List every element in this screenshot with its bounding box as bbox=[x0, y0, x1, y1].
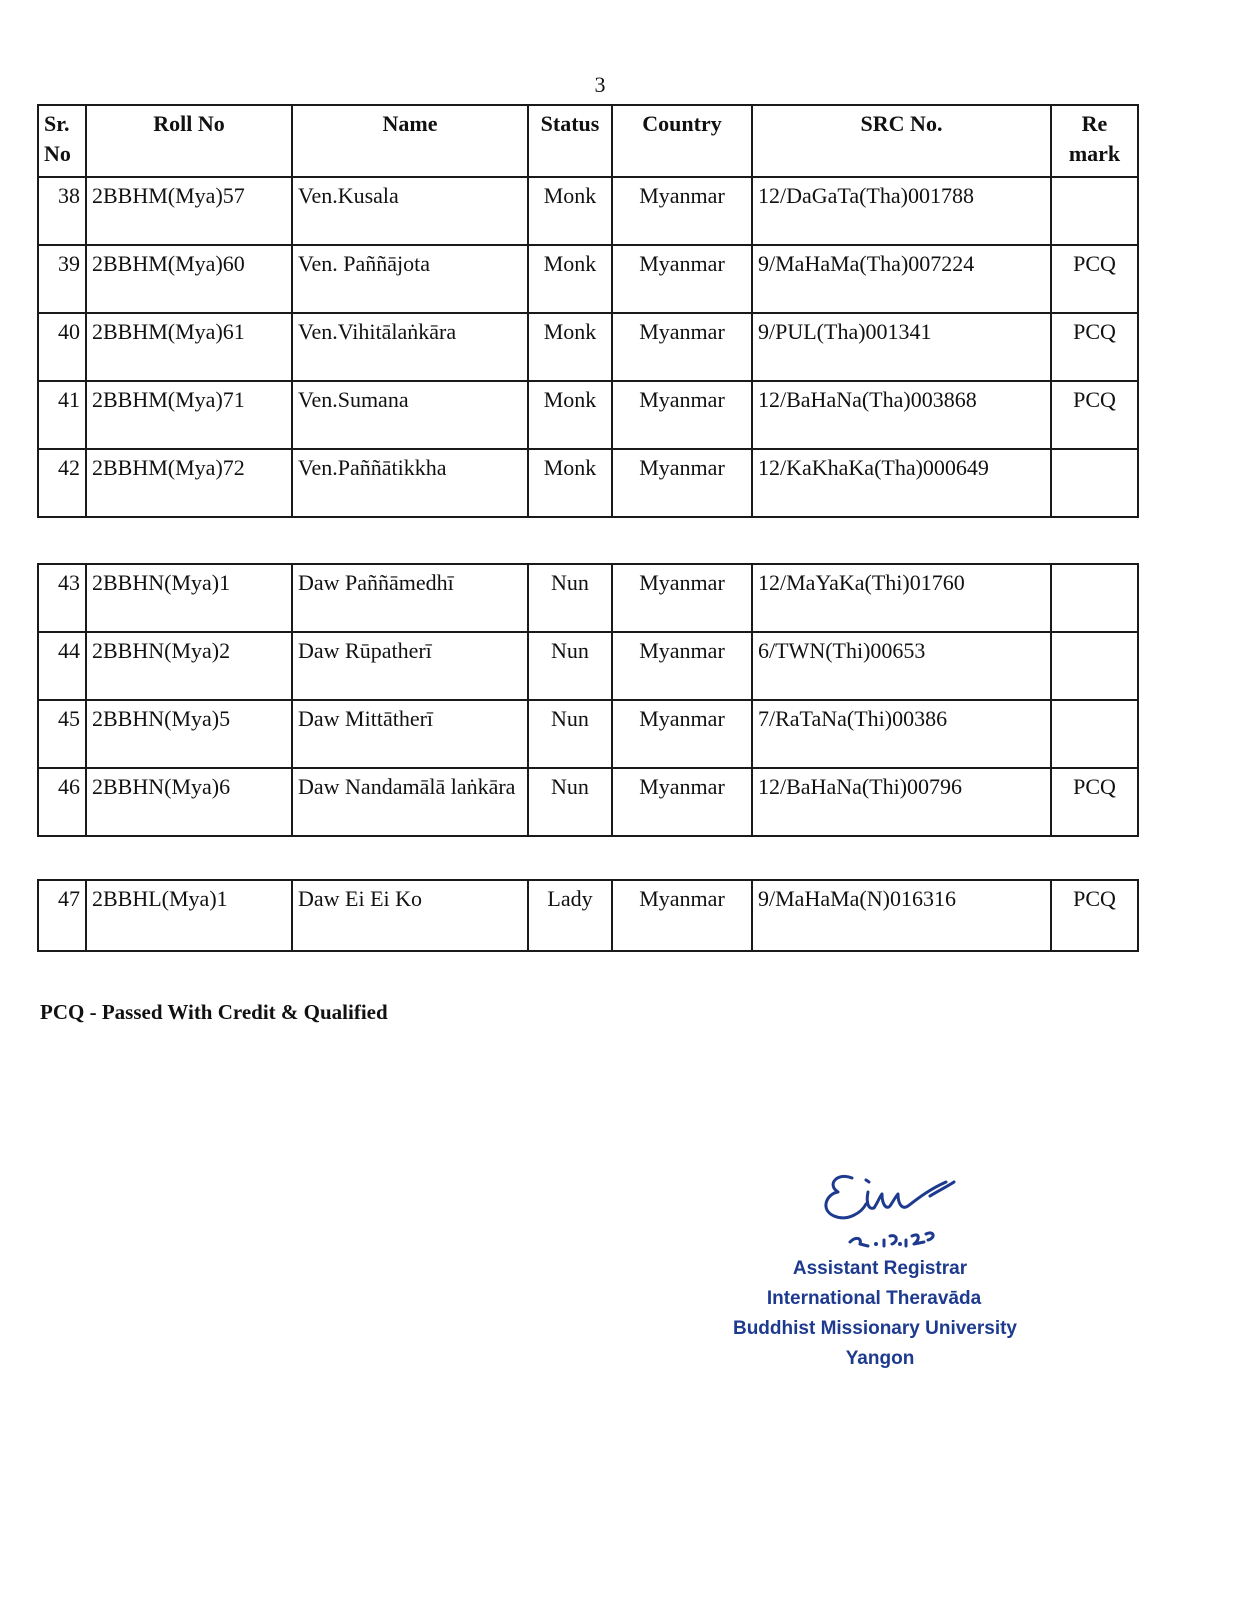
table-row bbox=[38, 880, 1138, 951]
cell-name: Ven. Paññājota bbox=[292, 245, 528, 313]
cell-sr-no: 44 bbox=[38, 632, 86, 700]
cell-remark bbox=[1051, 177, 1138, 245]
cell-status: Monk bbox=[528, 449, 612, 517]
handwritten-signature bbox=[790, 1160, 970, 1252]
cell-src-no: 12/DaGaTa(Tha)001788 bbox=[752, 177, 1051, 245]
cell-remark: PCQ bbox=[1051, 381, 1138, 449]
cell-status: Nun bbox=[528, 768, 612, 836]
cell-sr-no: 47 bbox=[38, 880, 86, 951]
cell-country: Myanmar bbox=[612, 632, 752, 700]
results-table-nuns bbox=[37, 563, 1139, 837]
signature-title: Assistant Registrar bbox=[792, 1258, 968, 1279]
header-remark: Re mark bbox=[1051, 105, 1138, 177]
cell-src-no: 7/RaTaNa(Thi)00386 bbox=[752, 700, 1051, 768]
table-row bbox=[38, 245, 1138, 313]
cell-name: Daw Mittātherī bbox=[292, 700, 528, 768]
cell-name: Ven.Vihitālaṅkāra bbox=[292, 313, 528, 381]
results-table-monks bbox=[37, 104, 1139, 518]
signature-city: Yangon bbox=[845, 1348, 915, 1369]
cell-remark bbox=[1051, 449, 1138, 517]
cell-country: Myanmar bbox=[612, 381, 752, 449]
cell-country: Myanmar bbox=[612, 177, 752, 245]
table-row bbox=[38, 449, 1138, 517]
cell-country: Myanmar bbox=[612, 313, 752, 381]
header-roll-no: Roll No bbox=[86, 105, 292, 177]
cell-src-no: 9/PUL(Tha)001341 bbox=[752, 313, 1051, 381]
cell-roll-no: 2BBHN(Mya)1 bbox=[86, 564, 292, 632]
page-number: 3 bbox=[594, 72, 606, 97]
cell-status: Monk bbox=[528, 381, 612, 449]
legend-note: PCQ - Passed With Credit & Qualified bbox=[40, 1000, 388, 1024]
cell-remark: PCQ bbox=[1051, 313, 1138, 381]
cell-src-no: 9/MaHaMa(Tha)007224 bbox=[752, 245, 1051, 313]
cell-sr-no: 43 bbox=[38, 564, 86, 632]
table-row bbox=[38, 632, 1138, 700]
cell-country: Myanmar bbox=[612, 449, 752, 517]
table-row bbox=[38, 381, 1138, 449]
cell-name: Daw Rūpatherī bbox=[292, 632, 528, 700]
table-row bbox=[38, 177, 1138, 245]
header-src-no: SRC No. bbox=[752, 105, 1051, 177]
header-status: Status bbox=[528, 105, 612, 177]
table-row bbox=[38, 700, 1138, 768]
cell-roll-no: 2BBHL(Mya)1 bbox=[86, 880, 292, 951]
cell-status: Lady bbox=[528, 880, 612, 951]
cell-remark: PCQ bbox=[1051, 880, 1138, 951]
cell-country: Myanmar bbox=[612, 245, 752, 313]
cell-name: Ven.Sumana bbox=[292, 381, 528, 449]
header-country: Country bbox=[612, 105, 752, 177]
cell-src-no: 12/KaKhaKa(Tha)000649 bbox=[752, 449, 1051, 517]
cell-status: Nun bbox=[528, 700, 612, 768]
cell-remark bbox=[1051, 700, 1138, 768]
cell-remark: PCQ bbox=[1051, 768, 1138, 836]
table-body bbox=[38, 880, 1138, 951]
cell-roll-no: 2BBHN(Mya)2 bbox=[86, 632, 292, 700]
cell-remark: PCQ bbox=[1051, 245, 1138, 313]
cell-sr-no: 38 bbox=[38, 177, 86, 245]
cell-roll-no: 2BBHM(Mya)71 bbox=[86, 381, 292, 449]
cell-name: Daw Nandamālā laṅkāra bbox=[292, 768, 528, 836]
cell-remark bbox=[1051, 632, 1138, 700]
cell-country: Myanmar bbox=[612, 768, 752, 836]
cell-country: Myanmar bbox=[612, 700, 752, 768]
table-row bbox=[38, 564, 1138, 632]
cell-country: Myanmar bbox=[612, 564, 752, 632]
table-row bbox=[38, 313, 1138, 381]
table-row bbox=[38, 768, 1138, 836]
signature-block bbox=[700, 1160, 1060, 1374]
table-body bbox=[38, 564, 1138, 836]
cell-roll-no: 2BBHM(Mya)57 bbox=[86, 177, 292, 245]
cell-src-no: 12/BaHaNa(Tha)003868 bbox=[752, 381, 1051, 449]
cell-name: Daw Ei Ei Ko bbox=[292, 880, 528, 951]
cell-roll-no: 2BBHM(Mya)72 bbox=[86, 449, 292, 517]
table-body bbox=[38, 177, 1138, 517]
cell-name: Daw Paññāmedhī bbox=[292, 564, 528, 632]
cell-src-no: 9/MaHaMa(N)016316 bbox=[752, 880, 1051, 951]
cell-roll-no: 2BBHM(Mya)60 bbox=[86, 245, 292, 313]
cell-src-no: 6/TWN(Thi)00653 bbox=[752, 632, 1051, 700]
cell-roll-no: 2BBHN(Mya)6 bbox=[86, 768, 292, 836]
table-header-row bbox=[38, 105, 1138, 177]
cell-roll-no: 2BBHN(Mya)5 bbox=[86, 700, 292, 768]
results-table-lady bbox=[37, 879, 1139, 952]
cell-remark bbox=[1051, 564, 1138, 632]
cell-sr-no: 41 bbox=[38, 381, 86, 449]
cell-status: Monk bbox=[528, 245, 612, 313]
cell-sr-no: 42 bbox=[38, 449, 86, 517]
cell-sr-no: 45 bbox=[38, 700, 86, 768]
cell-roll-no: 2BBHM(Mya)61 bbox=[86, 313, 292, 381]
cell-src-no: 12/BaHaNa(Thi)00796 bbox=[752, 768, 1051, 836]
cell-status: Monk bbox=[528, 313, 612, 381]
cell-status: Nun bbox=[528, 632, 612, 700]
cell-country: Myanmar bbox=[612, 880, 752, 951]
cell-sr-no: 39 bbox=[38, 245, 86, 313]
cell-name: Ven.Kusala bbox=[292, 177, 528, 245]
cell-status: Monk bbox=[528, 177, 612, 245]
cell-name: Ven.Paññātikkha bbox=[292, 449, 528, 517]
signature-institution-2: Buddhist Missionary University bbox=[732, 1318, 1017, 1339]
cell-sr-no: 46 bbox=[38, 768, 86, 836]
cell-sr-no: 40 bbox=[38, 313, 86, 381]
cell-status: Nun bbox=[528, 564, 612, 632]
header-sr-no: Sr. No bbox=[38, 105, 86, 177]
signature-institution-1: International Theravāda bbox=[766, 1288, 982, 1309]
header-name: Name bbox=[292, 105, 528, 177]
cell-src-no: 12/MaYaKa(Thi)01760 bbox=[752, 564, 1051, 632]
